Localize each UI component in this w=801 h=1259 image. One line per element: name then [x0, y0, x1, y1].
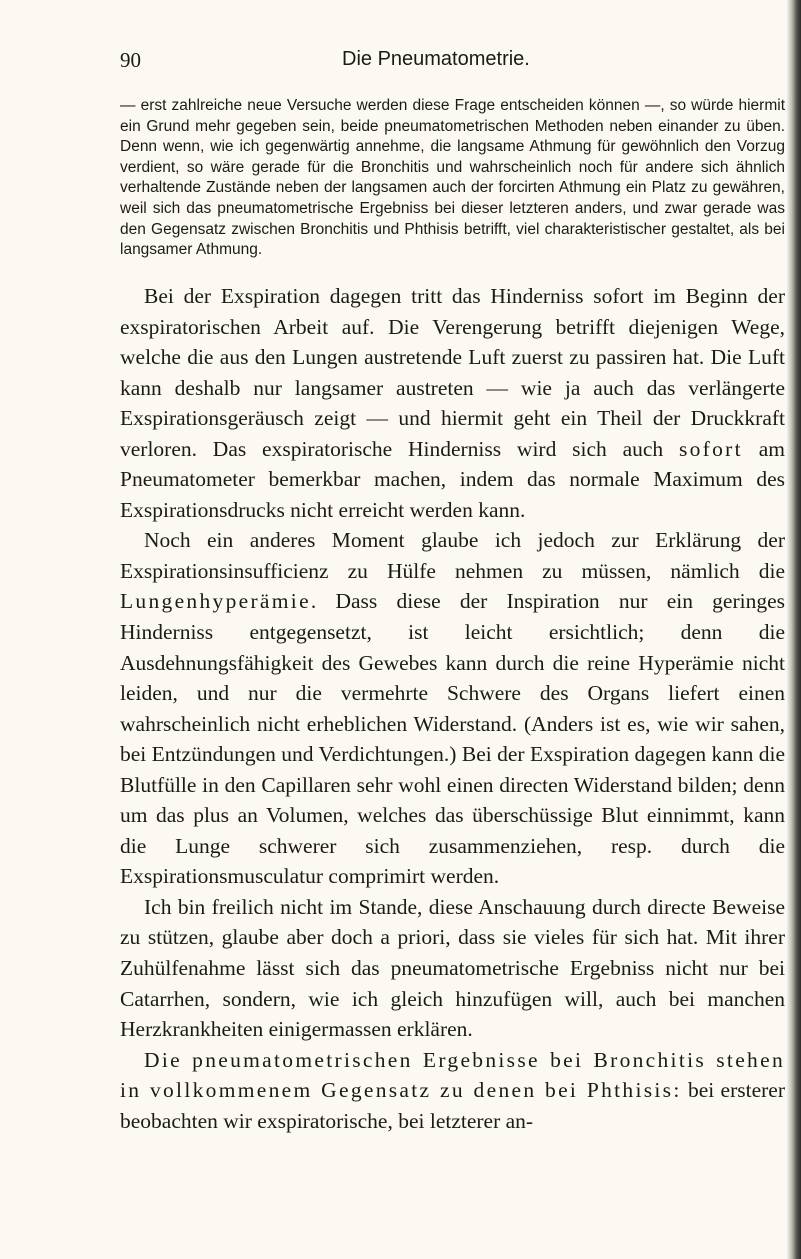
paragraph-text: . Dass diese der Inspiration nur ein geringes Hinderniss entgegensetzt, ist leicht ersichtlich; denn die Ausdehnungsfähigkeit des Gewebes kann durch die reine Hyperämie nicht leiden, und nur die vermehrte Schwere des Organs liefert einen wahrscheinlich nicht erheblichen Widerstand. (Anders ist es, wie wir sahen, bei Entzündungen und Verdichtungen.) Bei der Exspiration dagegen kann die Blutfülle in den Capillaren sehr wohl einen directen Widerstand bilden; denn um das plus an Volumen, welches das überschüssige Blut einnimmt, kann die Lunge schwerer sich zusammenziehen, resp. durch die Exspirationsmusculatur comprimirt werden.	[120, 589, 785, 889]
paragraph-text: Noch ein anderes Moment glaube ich jedoch zur Erklärung der Exspirationsinsufficienz zu Hülfe nehmen zu müssen, nämlich die	[120, 528, 785, 583]
emphasis-spaced: sofort	[678, 436, 743, 461]
paragraph-text: bei ersterer beobachten wir exspiratorische, bei letzterer an-	[120, 1078, 785, 1133]
paragraph-ergebnisse	[120, 1045, 785, 1137]
running-title: Die Pneumatometrie.	[342, 48, 530, 70]
small-print-paragraph-block	[120, 96, 785, 261]
paragraph-text: am Pneumatometer bemerkbar machen, indem das normale Maximum des Exspirationsdrucks nicht erreicht werden kann.	[120, 436, 785, 522]
main-text-block	[120, 281, 785, 1136]
paragraph-anschauung	[120, 892, 785, 1045]
paragraph-lungenhyperaemie	[120, 525, 785, 892]
paragraph-exspiration	[120, 281, 785, 525]
paragraph-text: Bei der Exspiration dagegen tritt das Hinderniss sofort im Beginn der exspiratorischen Arbeit auf. Die Verengerung betrifft diejenigen Wege, welche die aus den Lungen austretende Luft zuerst zu passiren hat. Die Luft kann deshalb nur langsamer austreten — wie ja auch das verlängerte Exspirationsgeräusch zeigt — und hiermit geht ein Theil der Druckkraft verloren. Das exspiratorische Hinderniss wird sich auch	[120, 284, 785, 461]
emphasis-spaced: Die pneumatometrischen Ergebnisse bei Bronchitis stehen in vollkommenem Gegensatz zu denen bei Phthisis:	[120, 1047, 785, 1103]
page-edge-shadow	[787, 0, 801, 1259]
page-number: 90	[120, 48, 141, 72]
small-print-paragraph: — erst zahlreiche neue Versuche werden diese Frage entscheiden können —, so würde hiermit ein Grund mehr gegeben sein, beide pneumatometrischen Methoden neben einander zu üben. Denn wenn, wie ich gegenwärtig annehme, die langsame Athmung für gewöhnlich den Vorzug verdient, so wäre gerade für die Bronchitis und wahrscheinlich noch für andere sich ähnlich verhaltende Zustände neben der langsamen auch der forcirten Athmung ein Platz zu gewähren, weil sich das pneumatometrische Ergebniss bei dieser letzteren anders, und zwar gerade was den Gegensatz zwischen Bronchitis und Phthisis betrifft, viel charakteristischer gestaltet, als bei langsamer Athmung.	[120, 97, 785, 259]
paragraph-text: Ich bin freilich nicht im Stande, diese Anschauung durch directe Beweise zu stützen, glaube aber doch a priori, dass sie vieles für sich hat. Mit ihrer Zuhülfenahme lässt sich das pneumatometrische Ergebniss nicht nur bei Catarrhen, sondern, wie ich gleich hinzufügen will, auch bei manchen Herzkrankheiten einigermassen erklären.	[120, 894, 785, 1042]
emphasis-spaced: Lungenhyperämie	[120, 589, 311, 614]
running-head	[120, 44, 785, 84]
